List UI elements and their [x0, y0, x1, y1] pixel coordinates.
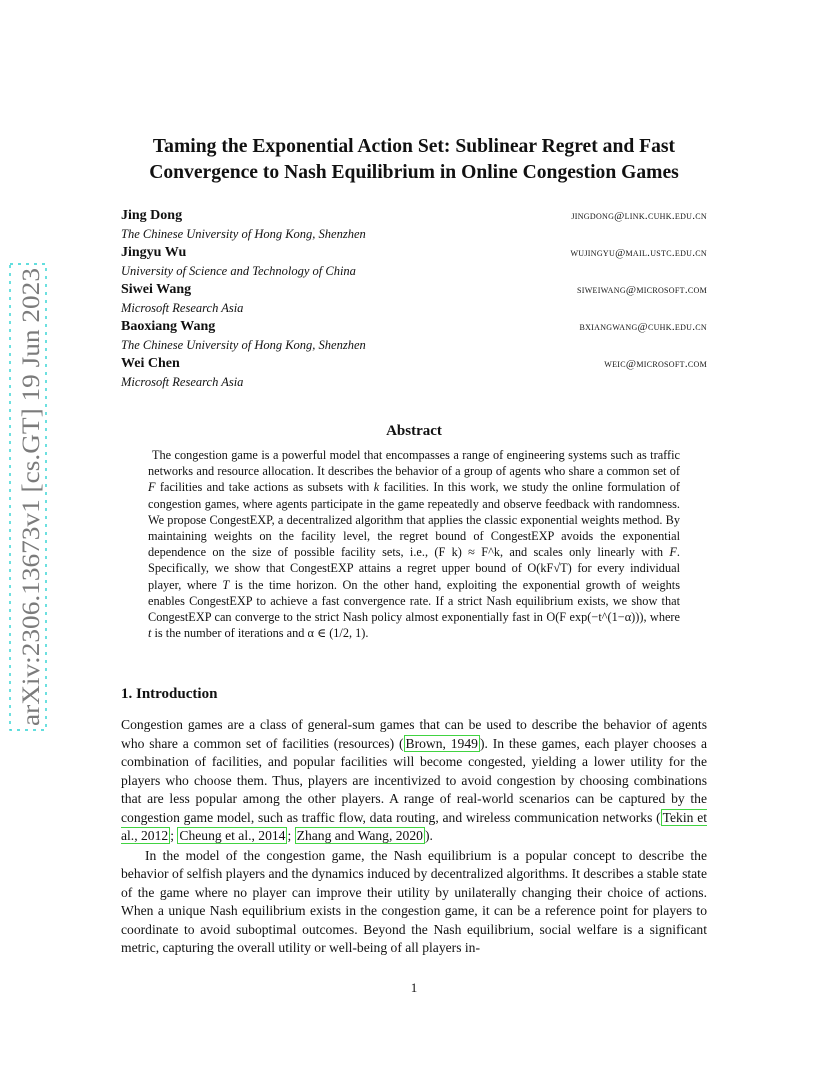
citation-link[interactable]: Tekin et al., 2012: [121, 809, 708, 843]
author-affiliation: University of Science and Technology of China: [121, 264, 356, 278]
citation-link[interactable]: Zhang and Wang, 2020: [296, 828, 423, 843]
author-entry: [121, 207, 707, 244]
author-email[interactable]: jingdong@link.cuhk.edu.cn: [571, 210, 707, 222]
section-heading-introduction: 1. Introduction: [121, 686, 218, 702]
body-text: Congestion games are a class of general-sum games that can be used to describe the behavior of agents who share a common set of facilities (resources) (: [121, 717, 707, 751]
author-email[interactable]: wujingyu@mail.ustc.edu.cn: [570, 247, 707, 259]
abstract-text: facilities and take actions as subsets with: [155, 480, 374, 495]
author-affiliation: The Chinese University of Hong Kong, Shenzhen: [121, 338, 366, 352]
abstract-text: facilities. In this work, we study the online formulation of congestion games, where agents participate in the game repeatedly and observe feedback with randomness. We propose CongestEXP, a decentralized algorithm that applies the classic exponential weights method. By maintaining weights on the facility level, the regret bound of CongestEXP avoids the exponential dependence on the size of possible facility sets, i.e.,: [148, 480, 680, 560]
abstract-text: is the number of iterations and: [151, 626, 308, 641]
author-entry: [121, 281, 707, 318]
math-var: F: [669, 545, 677, 560]
svg-text:arXiv:2306.13673v1 [cs.GT] 1: arXiv:2306.13673v1 [cs.GT] 19 Jun 2023: [16, 298, 45, 726]
author-affiliation: Microsoft Research Asia: [121, 301, 244, 315]
author-entry: [121, 318, 707, 355]
abstract-text: . Specifically, we show that CongestEXP attains a regret upper bound of: [148, 545, 680, 576]
paper-title: Taming the Exponential Action Set: Sublinear Regret and Fast Convergence to Nash Equilibrium in Online Congestion Games: [149, 136, 679, 183]
author-name: Siwei Wang: [121, 282, 192, 297]
abstract-text: is the time horizon. On the other hand, exploiting the exponential growth of weights enables CongestEXP to achieve a fast convergence rate. If a strict Nash equilibrium exists, we show that CongestEXP can converge to the strict Nash policy almost exponentially fast in: [148, 577, 680, 625]
author-entry: [121, 355, 707, 392]
author-affiliation: The Chinese University of Hong Kong, Shenzhen: [121, 227, 366, 241]
abstract-paragraph: [148, 447, 680, 641]
citation-link[interactable]: Cheung et al., 2014: [179, 828, 286, 843]
citation-separator: ;: [287, 828, 295, 843]
math-var: k: [373, 480, 380, 495]
introduction-body: [121, 716, 707, 958]
body-text: ). In these games, each player chooses a combination of facilities, and popular facilities will become congested, yielding a lower utility for the players who choose them. Thus, players are incentivized to avoid congestion by choosing combinations that are less popular among the other players. A range of real-world scenarios can be captured by the congestion game model, such as traffic flow, data routing, and wireless communication networks (: [121, 735, 708, 825]
body-paragraph: [121, 716, 707, 846]
abstract-text: The congestion game is a powerful model that encompasses a range of engineering systems such as traffic networks and resource allocation. It describes the behavior of a group of agents who share a common set of: [148, 448, 680, 479]
author-affiliation: Microsoft Research Asia: [121, 375, 244, 389]
author-email[interactable]: siweiwang@microsoft.com: [576, 284, 707, 296]
math-binomial: (F k) ≈ F^k: [434, 545, 500, 560]
citation-link[interactable]: Brown, 1949: [405, 735, 478, 751]
abstract-text: , where: [643, 610, 680, 625]
math-var: T: [222, 577, 230, 592]
math-var: F: [148, 480, 156, 495]
abstract-body: [148, 447, 680, 641]
abstract-text: , and scales only linearly with: [500, 545, 670, 560]
author-email[interactable]: weic@microsoft.com: [604, 358, 707, 370]
author-list: [121, 207, 707, 392]
abstract-heading: Abstract: [386, 423, 442, 439]
arxiv-stamp-graphic: [8, 262, 48, 732]
body-paragraph: In the model of the congestion game, the Nash equilibrium is a popular concept to describe the behavior of selfish players and the dynamics induced by decentralized algorithms. It describes a stable state of the game where no player can improve their utility by unilaterally changing their choice of actions. When a unique Nash equilibrium exists in the congestion game, it can be a reference point for players to coordinate to avoid suboptimal outcomes. Beyond the Nash equilibrium, social welfare is a significant metric, capturing the overall utility or well-being of all players in-: [121, 847, 707, 955]
math-alpha-range: α ∈ (1/2, 1): [307, 626, 366, 641]
abstract-text: for every individual player, where: [148, 561, 680, 592]
abstract-text: .: [365, 626, 369, 641]
author-name: Baoxiang Wang: [121, 319, 216, 334]
arxiv-stamp[interactable]: [8, 262, 48, 732]
math-var: t: [148, 626, 152, 641]
math-regret-bound: O(kF√T): [527, 561, 572, 576]
math-convergence-rate: O(F exp(−t^(1−α))): [546, 610, 644, 625]
author-name: Jing Dong: [121, 208, 183, 223]
page-number: 1: [410, 980, 418, 995]
author-entry: [121, 244, 707, 281]
body-text: ).: [424, 828, 433, 843]
author-name: Jingyu Wu: [121, 245, 187, 260]
citation-separator: ;: [170, 828, 178, 843]
author-name: Wei Chen: [121, 356, 180, 371]
author-email[interactable]: bxiangwang@cuhk.edu.cn: [579, 321, 707, 333]
